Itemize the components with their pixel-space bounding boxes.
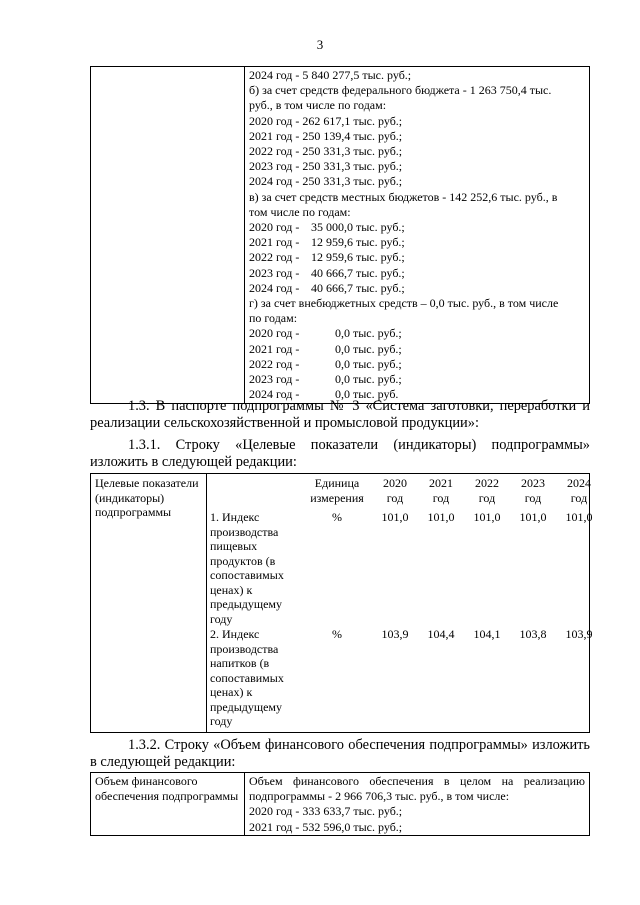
year-value: 0,0 тыс. руб.;: [335, 326, 402, 341]
year-value: 35 000,0 тыс. руб.;: [311, 220, 405, 235]
year-value: 12 959,6 тыс. руб.;: [311, 235, 405, 250]
year-label: 2023 год -: [249, 372, 300, 387]
text-line: в) за счет средств местных бюджетов - 142 252,6 тыс. руб., в: [249, 189, 558, 204]
year-label: 2021 год -: [249, 235, 300, 250]
indicators-table: [90, 473, 593, 733]
year-header: 2022 год: [475, 476, 499, 505]
indicators-row-label: Целевые показатели (индикаторы) подпрограммы: [95, 476, 199, 519]
year-header: 2020 год: [383, 476, 407, 505]
local-year-line: [249, 266, 585, 281]
year-label: 2020 год -: [249, 326, 300, 341]
paragraph-1-3-2: 1.3.2. Строку «Объем финансового обеспечения подпрограммы» изложить в следующей редакции:: [90, 737, 590, 770]
local-year-line: [249, 250, 585, 265]
indicator-value: 101,0: [519, 510, 547, 524]
text-line: том числе по годам:: [249, 204, 351, 219]
year-header: 2021 год: [429, 476, 453, 505]
text-line: 2020 год - 262 617,1 тыс. руб.;: [249, 113, 403, 128]
indicator-value: 101,0: [427, 510, 455, 524]
year-label: 2024 год -: [249, 280, 300, 295]
financing-volume-label-cell: [91, 773, 245, 836]
page-number: 3: [316, 37, 324, 52]
text-line: подпрограммы - 2 966 706,3 тыс. руб., в том числе:: [249, 789, 510, 804]
year-label: 2022 год -: [249, 356, 300, 371]
text-line: руб., в том числе по годам:: [249, 98, 387, 113]
indicator-name: 2. Индекс производства напитков (в сопоставимых ценах) к предыдущему году: [210, 627, 284, 728]
year-header: 2024 год: [567, 476, 591, 505]
indicators-data-cell: [207, 474, 593, 733]
indicator-name: 1. Индекс производства пищевых продуктов (в сопоставимых ценах) к предыдущему году: [210, 510, 284, 626]
year-label: 2024 год -: [249, 387, 300, 402]
year-value: 0,0 тыс. руб.: [335, 387, 399, 402]
text-line: 2021 год - 532 596,0 тыс. руб.;: [249, 819, 403, 834]
year-value: 40 666,7 тыс. руб.;: [311, 265, 405, 280]
text-line: 2024 год - 250 331,3 тыс. руб.;: [249, 174, 403, 189]
text-line: 2020 год - 333 633,7 тыс. руб.;: [249, 804, 403, 819]
year-label: 2022 год -: [249, 250, 300, 265]
indicator-value: 103,9: [565, 627, 593, 641]
offbudget-year-line: [249, 372, 585, 387]
financing-table-continuation: [90, 66, 590, 404]
paragraph-1-3: 1.3. В паспорте подпрограммы № 3 «Система заготовки, переработки и реализации сельскохозяйственной и промысловой продукции»:: [90, 398, 590, 431]
financing-label-cell: [91, 67, 245, 404]
text-line: 2024 год - 5 840 277,5 тыс. руб.;: [249, 68, 412, 82]
offbudget-year-line: [249, 357, 585, 372]
text-line: по годам:: [249, 311, 298, 326]
year-value: 40 666,7 тыс. руб.;: [311, 280, 405, 295]
indicators-label-cell: [91, 474, 207, 733]
text-line: б) за счет средств федерального бюджета - 1 263 750,4 тыс.: [249, 83, 552, 98]
indicator-value: 101,0: [565, 510, 593, 524]
indicator-value: 103,8: [519, 627, 547, 641]
year-label: 2023 год -: [249, 265, 300, 280]
text-line: 2022 год - 250 331,3 тыс. руб.;: [249, 144, 403, 159]
text-line: 2021 год - 250 139,4 тыс. руб.;: [249, 128, 403, 143]
year-header: 2023 год: [521, 476, 545, 505]
text-line: 2023 год - 250 331,3 тыс. руб.;: [249, 159, 403, 174]
year-label: 2020 год -: [249, 220, 300, 235]
offbudget-year-line: [249, 326, 585, 341]
indicator-value: 104,4: [427, 627, 455, 641]
paragraph-1-3-1: 1.3.1. Строку «Целевые показатели (индикаторы) подпрограммы» изложить в следующей редакции:: [90, 437, 590, 470]
indicator-unit: %: [332, 627, 342, 641]
year-value: 0,0 тыс. руб.;: [335, 341, 402, 356]
year-label: 2021 год -: [249, 341, 300, 356]
text-line: Объем финансового обеспечения в целом на реализацию: [249, 774, 585, 788]
indicator-unit: %: [332, 510, 342, 524]
financing-volume-label: Объем финансового обеспечения подпрограммы: [95, 774, 239, 804]
indicator-value: 101,0: [473, 510, 501, 524]
indicator-value: 101,0: [381, 510, 409, 524]
offbudget-year-line: [249, 342, 585, 357]
financing-volume-table: [90, 772, 590, 836]
financing-details-cell: [245, 67, 590, 404]
local-year-line: [249, 220, 585, 235]
year-value: 0,0 тыс. руб.;: [335, 356, 402, 371]
indicator-value: 103,9: [381, 627, 409, 641]
unit-header: Единица измерения: [310, 476, 364, 505]
financing-volume-details-cell: [245, 773, 590, 836]
local-year-line: [249, 235, 585, 250]
indicator-value: 104,1: [473, 627, 501, 641]
year-value: 12 959,6 тыс. руб.;: [311, 250, 405, 265]
text-line: г) за счет внебюджетных средств – 0,0 тыс. руб., в том числе: [249, 296, 559, 311]
local-year-line: [249, 281, 585, 296]
year-value: 0,0 тыс. руб.;: [335, 372, 402, 387]
